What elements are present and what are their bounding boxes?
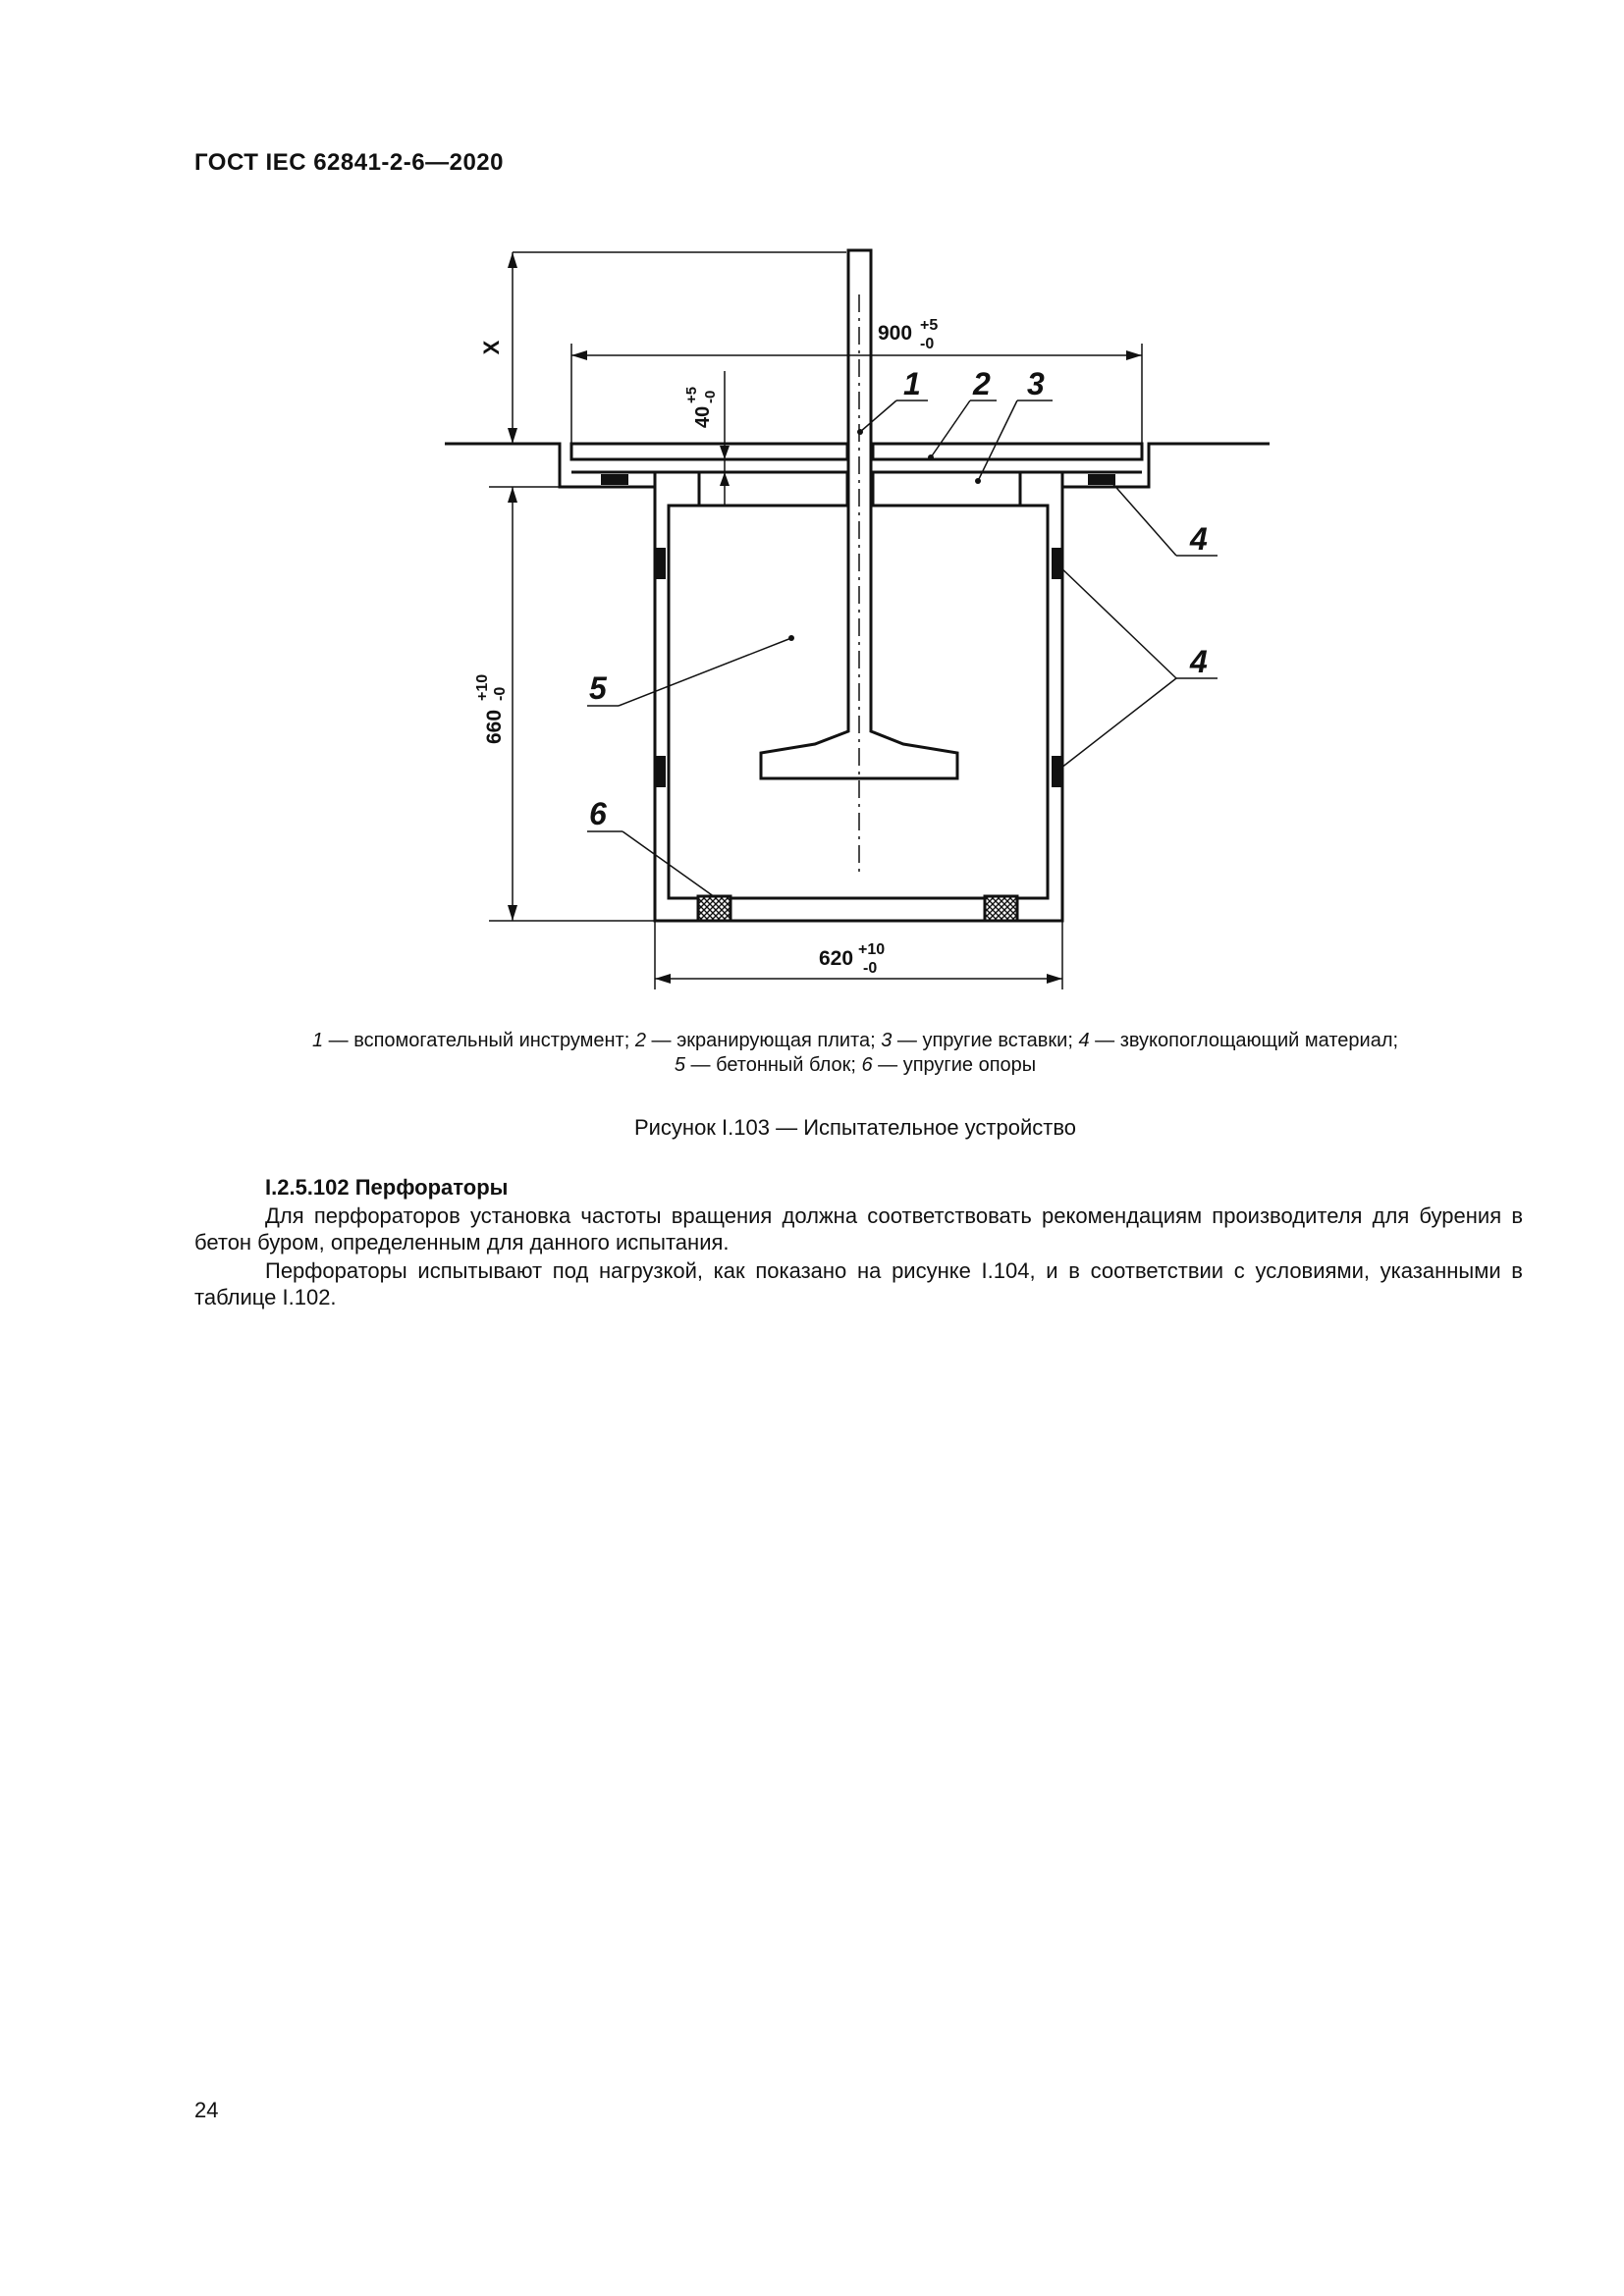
absorber-left-lower	[656, 756, 666, 787]
test-device-figure	[0, 0, 1624, 1041]
section-title: I.2.5.102 Перфораторы	[265, 1175, 509, 1200]
callout-6: 6	[589, 796, 607, 831]
figure-legend-line-1	[194, 1029, 1516, 1052]
elastic-support-left	[698, 896, 731, 921]
legend-num: 4	[1078, 1030, 1090, 1051]
dim-width-top-tol-minus: -0	[920, 336, 935, 352]
legend-text: — экранирующая плита;	[645, 1030, 882, 1051]
dim-width-bottom: 620	[819, 947, 854, 970]
legend-text: — упругие опоры	[872, 1054, 1037, 1076]
figure-legend-line-2	[194, 1053, 1516, 1077]
legend-text: — вспомогательный инструмент;	[323, 1030, 635, 1051]
dim-gap-tol-minus: -0	[702, 390, 719, 403]
paragraph-2: Перфораторы испытывают под нагрузкой, как показано на рисунке I.104, и в соответствии с условиями, указанными в таблице I.102.	[194, 1258, 1523, 1309]
legend-num: 1	[311, 1030, 324, 1051]
elastic-insert-left	[699, 472, 847, 506]
dim-x-label: X	[479, 340, 504, 355]
dim-height-tol-plus: +10	[474, 673, 491, 701]
screen-plate-right	[873, 444, 1142, 459]
dim-width-bottom-tol-minus: -0	[863, 960, 878, 977]
elastic-insert-right	[873, 472, 1020, 506]
page-number: 24	[194, 2098, 219, 2122]
legend-num: 3	[881, 1030, 893, 1051]
legend-num: 2	[634, 1030, 646, 1051]
legend-text: — бетонный блок;	[684, 1054, 862, 1076]
legend-num: 5	[674, 1054, 685, 1076]
callout-5: 5	[589, 670, 607, 706]
dim-gap-tol-plus: +5	[683, 386, 700, 403]
legend-text: — звукопоглощающий материал;	[1089, 1030, 1399, 1051]
dim-width-top: 900	[878, 322, 913, 345]
paragraph-1: Для перфораторов установка частоты вращения должна соответствовать рекомендациям производителя для бурения в бетон буром, определенным для данного испытания.	[194, 1203, 1523, 1255]
document-code: ГОСТ IEC 62841-2-6—2020	[194, 149, 505, 176]
elastic-support-right	[985, 896, 1017, 921]
dim-gap: 40	[692, 405, 714, 428]
callout-3: 3	[1027, 366, 1045, 401]
dim-height: 660	[483, 709, 506, 744]
legend-num: 6	[861, 1054, 873, 1076]
absorber-top-right	[1088, 474, 1115, 485]
legend-text: — упругие вставки;	[892, 1030, 1079, 1051]
dim-width-top-tol-plus: +5	[920, 317, 939, 334]
callout-1: 1	[903, 366, 921, 401]
figure-caption: Рисунок I.103 — Испытательное устройство	[633, 1115, 1077, 1140]
absorber-left-upper	[656, 548, 666, 579]
callout-2: 2	[973, 366, 991, 401]
callout-4-side: 4	[1190, 644, 1208, 679]
absorber-top-left	[601, 474, 628, 485]
callout-4-top: 4	[1190, 521, 1208, 557]
dim-width-bottom-tol-plus: +10	[858, 941, 886, 958]
screen-plate-left	[571, 444, 847, 459]
dim-height-tol-minus: -0	[492, 686, 509, 701]
